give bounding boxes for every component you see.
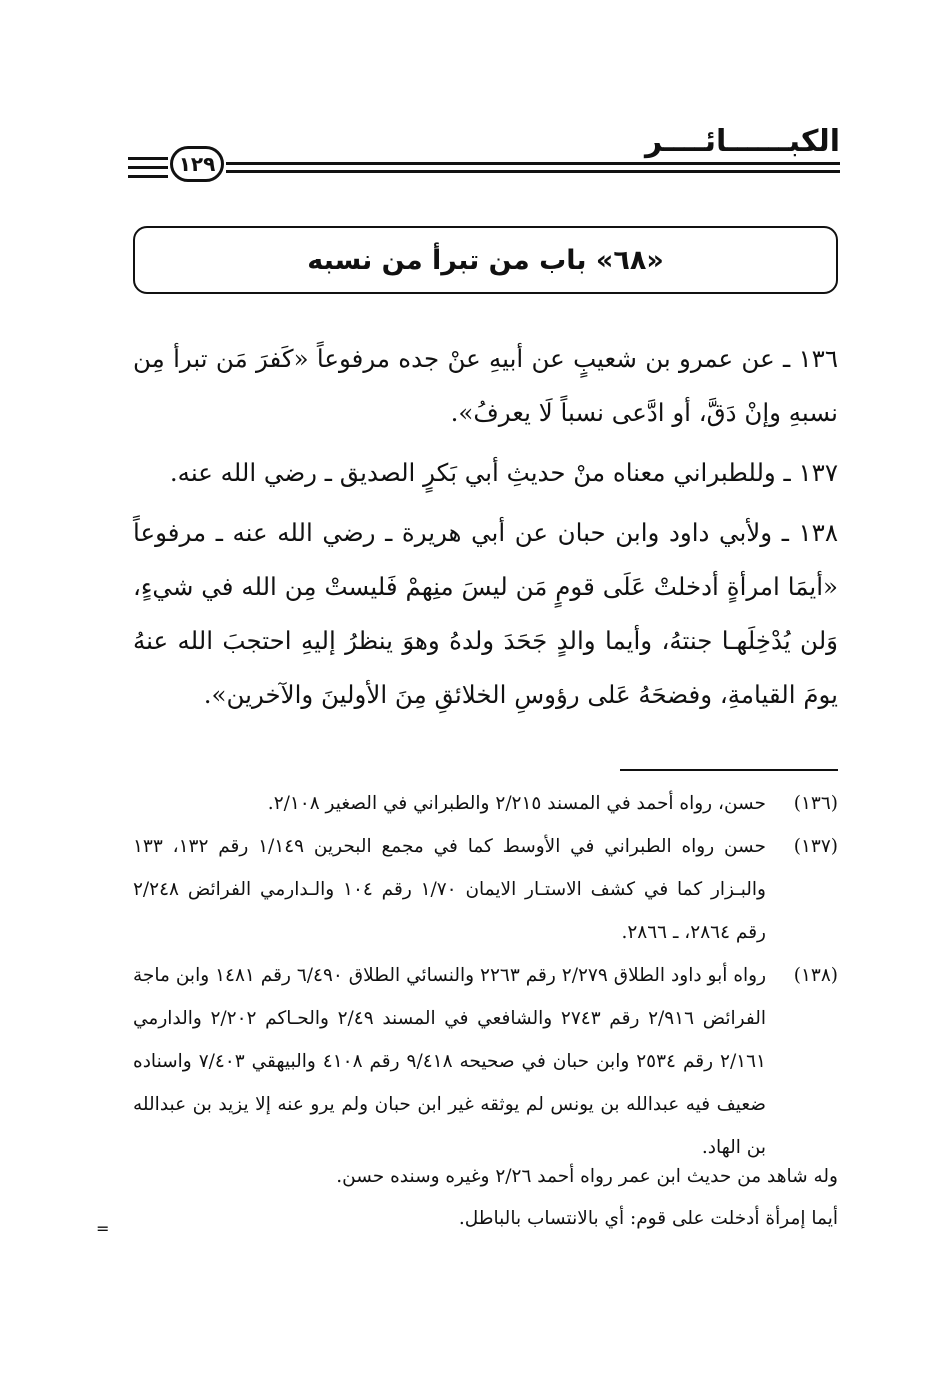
header-rule-short-3 [128, 175, 168, 178]
header-rule-top [226, 162, 840, 165]
footnote-136 [133, 782, 838, 825]
chapter-heading-box [133, 226, 838, 294]
header-rule-short-1 [128, 157, 168, 160]
header-rule-bottom [226, 170, 840, 173]
margin-mark: = [96, 1219, 110, 1238]
footnote-number: (١٣٨) [793, 965, 838, 986]
footnote-text: حسن، رواه أحمد في المسند ٢/٢١٥ والطبراني في الصغير ٢/١٠٨. [267, 793, 766, 814]
footnote-text: حسن رواه الطبراني في الأوسط كما في مجمع البحرين ١/١٤٩ رقم ١٣٢، ١٣٣ والبـزار كما في كشف الاستـار الايمان ١/٧٠ رقم ١٠٤ والـدارمي الفرائض ٢/٢٤٨ رقم ٢٨٦٤، ـ ٢٨٦٦. [133, 836, 766, 943]
footnote-supporting-note: وله شاهد من حديث ابن عمر رواه أحمد ٢/٢٦ وغيره وسنده حسن. [336, 1166, 838, 1187]
footnote-separator [620, 769, 838, 771]
running-header-title: الكبــــــائــــر [645, 124, 840, 159]
hadith-138: ١٣٨ ـ ولأبي داود وابن حبان عن أبي هريرة ـ رضي الله عنه ـ مرفوعاً «أيمَا امرأةٍ أدخلتْ عَلَى قومٍ مَن ليسَ منِهمْ فَليستْ مِن الله في شيءٍ، وَلن يُدْخِلَهـا جنتهُ، وأيما والدٍ جَحَدَ ولدهُ وهوَ ينظرُ إليهِ احتجبَ الله عنهُ يومَ القيامةِ، وفضحَهُ عَلى رؤوسِ الخلائقِ مِنَ الأولينَ والآخرين». [133, 518, 838, 709]
hadith-137: ١٣٧ ـ وللطبراني معناه منْ حديثِ أبي بَكرٍ الصديق ـ رضي الله عنه. [169, 458, 838, 487]
footnote-138 [133, 954, 838, 1169]
page-number: ١٢٩ [178, 152, 216, 176]
hadith-136: ١٣٦ ـ عن عمرو بن شعيبٍ عن أبيهِ عنْ جده مرفوعاً «كَفرَ مَن تبرأ مِن نسبهِ وإنْ دَقَّ، أو ادَّعى نسباً لَا يعرفُ». [133, 344, 838, 427]
footnote-text: رواه أبو داود الطلاق ٢/٢٧٩ رقم ٢٢٦٣ والنسائي الطلاق ٦/٤٩٠ رقم ١٤٨١ وابن ماجة الفرائض ٢/٩١٦ رقم ٢٧٤٣ والشافعي في المسند ٢/٤٩ والحـاكم ٢/٢٠٢ والدارمي ٢/١٦١ رقم ٢٥٣٤ وابن حبان في صحيحه ٩/٤١٨ رقم ٤١٠٨ والبيهقي ٧/٤٠٣ واسناده ضعيف فيه عبدالله بن يونس لم يوثقه غير ابن حبان ولم يرو عنه إلا يزيد بن عبدالله بن الهاد. [133, 965, 767, 1158]
page-number-badge [170, 146, 224, 182]
header-rule-short-2 [128, 166, 168, 169]
footnote-number: (١٣٧) [793, 836, 838, 857]
footnote-137 [133, 825, 838, 954]
footnote-gloss-note: أيما إمرأة أدخلت على قوم: أي بالانتساب بالباطل. [458, 1208, 838, 1229]
footnote-number: (١٣٦) [793, 793, 838, 814]
chapter-heading: «٦٨» باب من تبرأ من نسبه [307, 244, 664, 276]
